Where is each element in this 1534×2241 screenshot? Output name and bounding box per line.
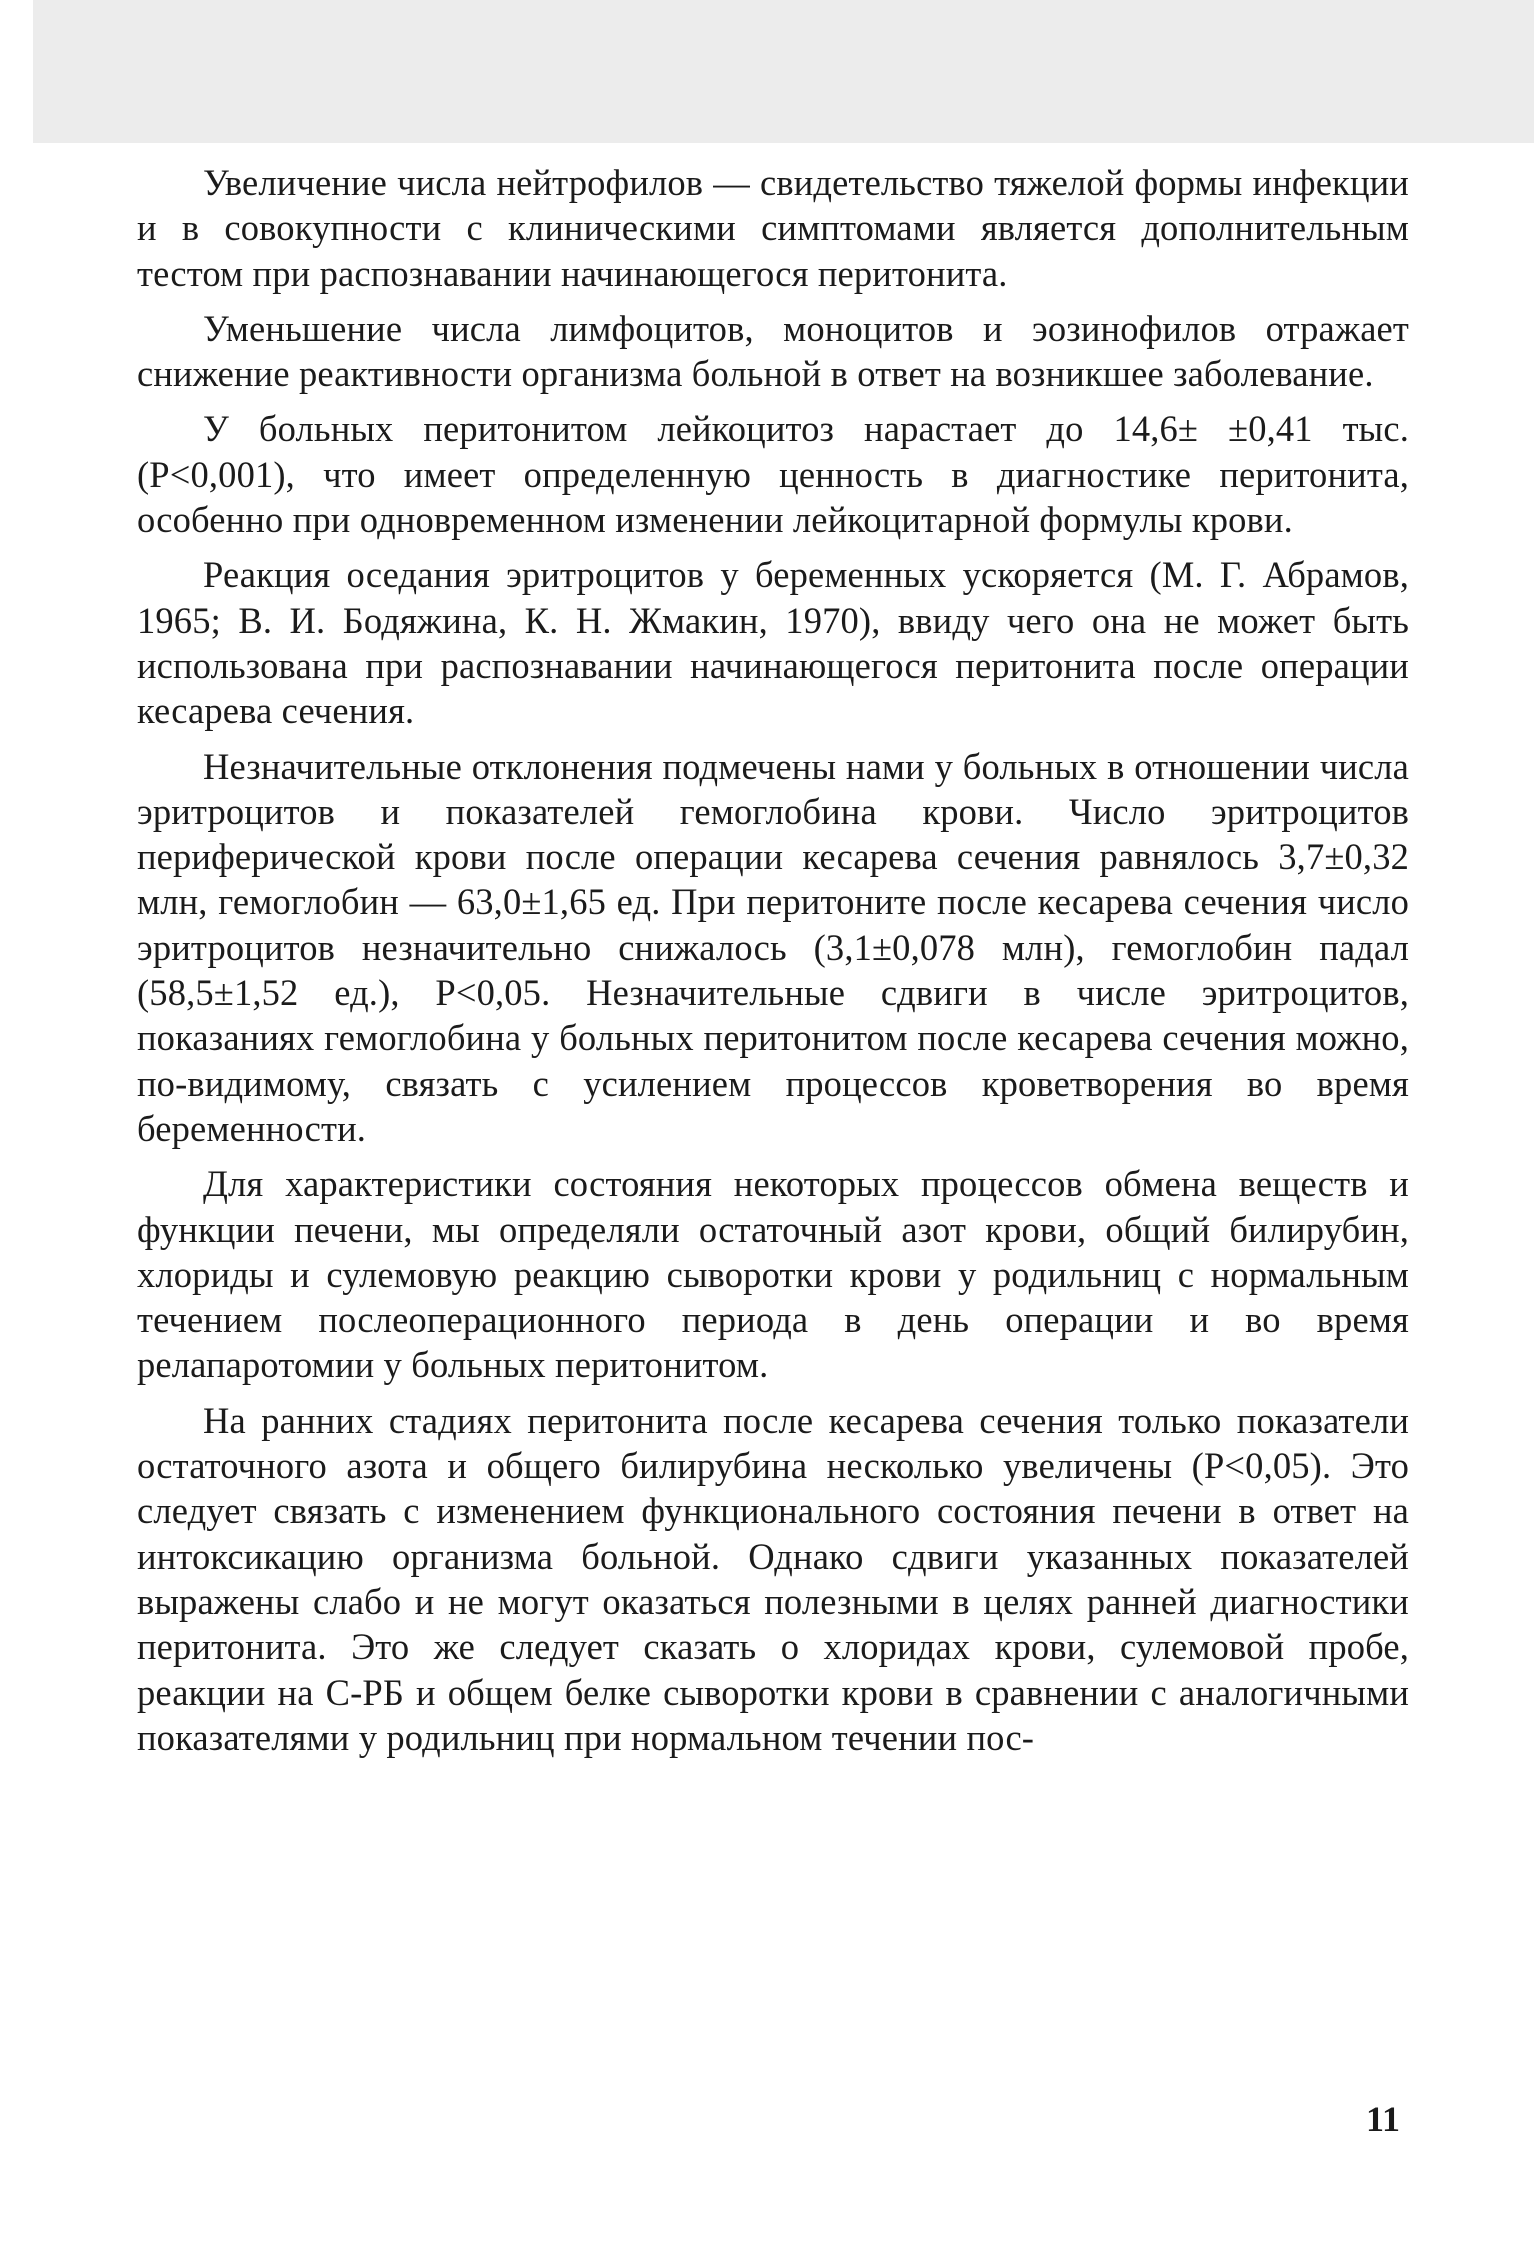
paragraph-esr: Реакция оседания эритроцитов у беременных ускоряется (М. Г. Абрамов, 1965; В. И. Бодяжина, К. Н. Жмакин, 1970), ввиду чего она не может быть использована при распознавании начинающегося перитонита после операции кесарева сечения. [137, 554, 1409, 732]
page-body [137, 160, 1409, 1770]
paragraph-lymphocytes: Уменьшение числа лимфоцитов, моноцитов и эозинофилов отражает снижение реактивности организма больной в ответ на возникшее заболевание. [137, 307, 1409, 395]
page-number: 11 [1366, 2099, 1401, 2139]
paragraph-neutrophils: Увеличение числа нейтрофилов — свидетельство тяжелой формы инфекции и в совокупности с клиническими симптомами является дополнительным тестом при распознавании начинающегося перитонита. [137, 162, 1409, 294]
paragraph-erythrocytes: Незначительные отклонения подмечены нами у больных в отношении числа эритроцитов и показателей гемоглобина крови. Число эритроцитов периферической крови после операции кесарева сечения равнялось 3,7±0,32 млн, гемоглобин — 63,0±1,65 ед. При перитоните после кесарева сечения число эритроцитов незначительно снижалось (3,1±0,078 млн), гемоглобин падал (58,5±1,52 ед.), P<0,05. Незначительные сдвиги в числе эритроцитов, показаниях гемоглобина у больных перитонитом после кесарева сечения можно, по-видимому, связать с усилением процессов кроветворения во время беременности. [137, 745, 1409, 1149]
paragraph-early-stages: На ранних стадиях перитонита после кесарева сечения только показатели остаточного азота и общего билирубина несколько увеличены (P<0,05). Это следует связать с изменением функционального состояния печени в ответ на интоксикацию организма больной. Однако сдвиги указанных показателей выражены слабо и не могут оказаться полезными в целях ранней диагностики перитонита. Это же следует сказать о хлоридах крови, сулемовой пробе, реакции на С-РБ и общем белке сыворотки крови в сравнении с аналогичными показателями у родильниц при нормальном течении пос- [137, 1399, 1409, 1758]
scan-top-band [33, 0, 1534, 143]
paragraph-leukocytosis: У больных перитонитом лейкоцитоз нарастает до 14,6± ±0,41 тыс. (P<0,001), что имеет определенную ценность в диагностике перитонита, особенно при одновременном изменении лейкоцитарной формулы крови. [137, 408, 1409, 541]
paragraph-metabolism: Для характеристики состояния некоторых процессов обмена веществ и функции печени, мы определяли остаточный азот крови, общий билирубин, хлориды и сулемовую реакцию сыворотки крови у родильниц с нормальным течением послеоперационного периода в день операции и во время релапаротомии у больных перитонитом. [137, 1163, 1409, 1386]
